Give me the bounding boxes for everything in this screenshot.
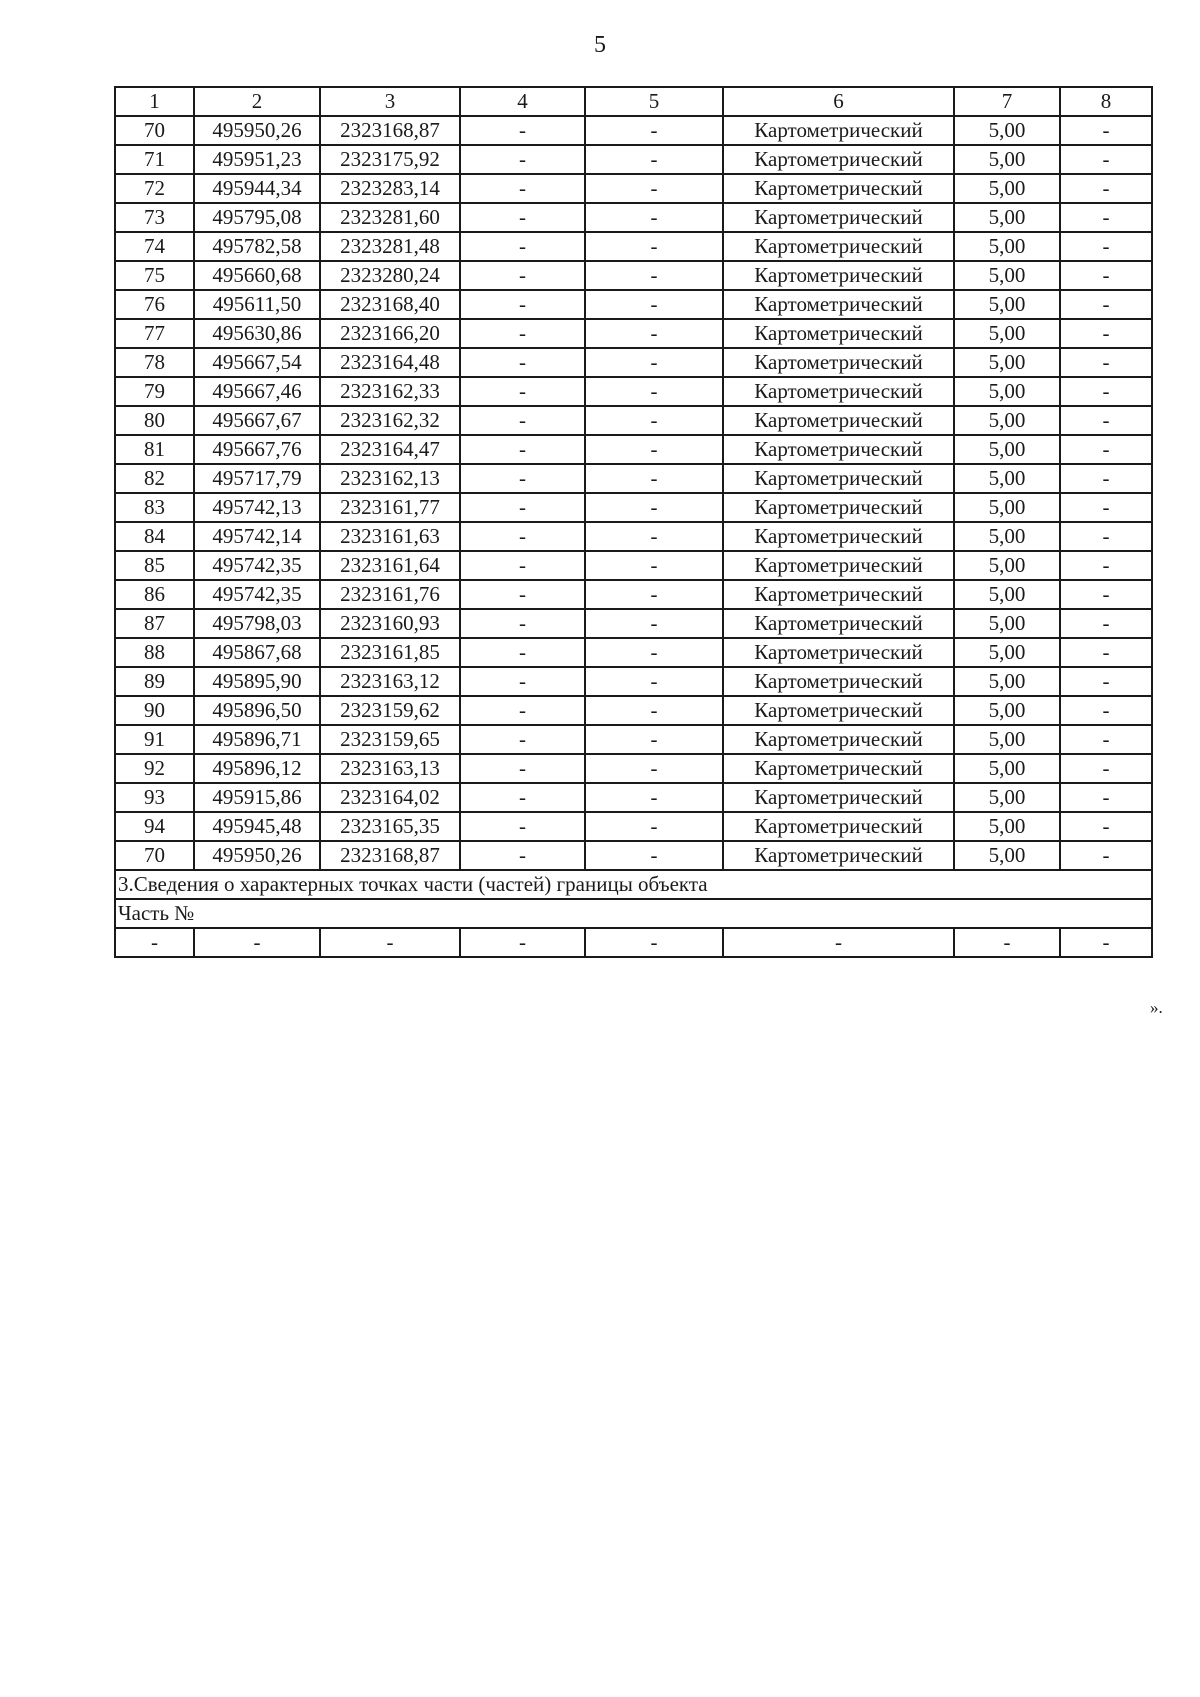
- accuracy-cell: 5,00: [954, 377, 1060, 406]
- col-8-cell: -: [1060, 406, 1152, 435]
- method-cell: Картометрический: [723, 406, 954, 435]
- x-coordinate-cell: 495895,90: [194, 667, 320, 696]
- col-4-cell: -: [460, 725, 585, 754]
- col-4-cell: -: [460, 493, 585, 522]
- accuracy-cell: 5,00: [954, 145, 1060, 174]
- col-4-cell: -: [460, 174, 585, 203]
- col-4-cell: -: [460, 232, 585, 261]
- col-5-cell: -: [585, 377, 723, 406]
- col-5-cell: -: [585, 493, 723, 522]
- x-coordinate-cell: 495742,35: [194, 580, 320, 609]
- x-coordinate-cell: 495742,13: [194, 493, 320, 522]
- col-8-cell: -: [1060, 319, 1152, 348]
- table-row: [115, 522, 1152, 551]
- method-cell: Картометрический: [723, 609, 954, 638]
- point-number-cell: 72: [115, 174, 194, 203]
- header-cell-7: 7: [954, 87, 1060, 116]
- table-row: [115, 232, 1152, 261]
- point-number-cell: 74: [115, 232, 194, 261]
- col-4-cell: -: [460, 609, 585, 638]
- method-cell: Картометрический: [723, 783, 954, 812]
- accuracy-cell: 5,00: [954, 116, 1060, 145]
- x-coordinate-cell: 495667,67: [194, 406, 320, 435]
- x-coordinate-cell: 495944,34: [194, 174, 320, 203]
- col-5-cell: -: [585, 116, 723, 145]
- part-label: Часть №: [115, 899, 1152, 928]
- method-cell: Картометрический: [723, 551, 954, 580]
- method-cell: Картометрический: [723, 174, 954, 203]
- col-8-cell: -: [1060, 174, 1152, 203]
- table-row: [115, 551, 1152, 580]
- col-8-cell: -: [1060, 783, 1152, 812]
- point-number-cell: 90: [115, 696, 194, 725]
- table-row: [115, 145, 1152, 174]
- y-coordinate-cell: 2323160,93: [320, 609, 460, 638]
- col-5-cell: -: [585, 551, 723, 580]
- col-4-cell: -: [460, 580, 585, 609]
- method-cell: Картометрический: [723, 464, 954, 493]
- col-5-cell: -: [585, 348, 723, 377]
- col-4-cell: -: [460, 551, 585, 580]
- section-title: 3.Сведения о характерных точках части (частей) границы объекта: [115, 870, 1152, 899]
- y-coordinate-cell: 2323168,87: [320, 841, 460, 870]
- method-cell: Картометрический: [723, 812, 954, 841]
- accuracy-cell: 5,00: [954, 232, 1060, 261]
- empty-cell: -: [115, 928, 194, 957]
- point-number-cell: 77: [115, 319, 194, 348]
- table-row: [115, 638, 1152, 667]
- empty-cell: -: [460, 928, 585, 957]
- col-8-cell: -: [1060, 667, 1152, 696]
- col-5-cell: -: [585, 667, 723, 696]
- table-body: [115, 87, 1152, 957]
- col-5-cell: -: [585, 754, 723, 783]
- table-row: [115, 783, 1152, 812]
- point-number-cell: 83: [115, 493, 194, 522]
- accuracy-cell: 5,00: [954, 551, 1060, 580]
- col-4-cell: -: [460, 667, 585, 696]
- col-5-cell: -: [585, 812, 723, 841]
- y-coordinate-cell: 2323164,48: [320, 348, 460, 377]
- col-5-cell: -: [585, 435, 723, 464]
- accuracy-cell: 5,00: [954, 754, 1060, 783]
- point-number-cell: 87: [115, 609, 194, 638]
- empty-cell: -: [723, 928, 954, 957]
- point-number-cell: 76: [115, 290, 194, 319]
- col-5-cell: -: [585, 232, 723, 261]
- point-number-cell: 89: [115, 667, 194, 696]
- x-coordinate-cell: 495611,50: [194, 290, 320, 319]
- point-number-cell: 82: [115, 464, 194, 493]
- y-coordinate-cell: 2323164,47: [320, 435, 460, 464]
- method-cell: Картометрический: [723, 493, 954, 522]
- method-cell: Картометрический: [723, 348, 954, 377]
- accuracy-cell: 5,00: [954, 348, 1060, 377]
- method-cell: Картометрический: [723, 319, 954, 348]
- header-cell-6: 6: [723, 87, 954, 116]
- table-row: [115, 406, 1152, 435]
- header-cell-3: 3: [320, 87, 460, 116]
- x-coordinate-cell: 495667,46: [194, 377, 320, 406]
- point-number-cell: 79: [115, 377, 194, 406]
- col-4-cell: -: [460, 406, 585, 435]
- col-8-cell: -: [1060, 812, 1152, 841]
- accuracy-cell: 5,00: [954, 464, 1060, 493]
- y-coordinate-cell: 2323165,35: [320, 812, 460, 841]
- method-cell: Картометрический: [723, 638, 954, 667]
- col-4-cell: -: [460, 261, 585, 290]
- empty-cell: -: [585, 928, 723, 957]
- table-row: [115, 754, 1152, 783]
- y-coordinate-cell: 2323164,02: [320, 783, 460, 812]
- empty-cell: -: [320, 928, 460, 957]
- method-cell: Картометрический: [723, 696, 954, 725]
- table-row: [115, 290, 1152, 319]
- accuracy-cell: 5,00: [954, 783, 1060, 812]
- accuracy-cell: 5,00: [954, 841, 1060, 870]
- table-row: [115, 319, 1152, 348]
- col-4-cell: -: [460, 812, 585, 841]
- x-coordinate-cell: 495896,71: [194, 725, 320, 754]
- accuracy-cell: 5,00: [954, 203, 1060, 232]
- point-number-cell: 91: [115, 725, 194, 754]
- accuracy-cell: 5,00: [954, 580, 1060, 609]
- point-number-cell: 78: [115, 348, 194, 377]
- method-cell: Картометрический: [723, 145, 954, 174]
- point-number-cell: 86: [115, 580, 194, 609]
- col-8-cell: -: [1060, 145, 1152, 174]
- y-coordinate-cell: 2323161,85: [320, 638, 460, 667]
- method-cell: Картометрический: [723, 232, 954, 261]
- y-coordinate-cell: 2323159,62: [320, 696, 460, 725]
- x-coordinate-cell: 495951,23: [194, 145, 320, 174]
- col-8-cell: -: [1060, 725, 1152, 754]
- method-cell: Картометрический: [723, 377, 954, 406]
- table-row: [115, 348, 1152, 377]
- x-coordinate-cell: 495742,14: [194, 522, 320, 551]
- method-cell: Картометрический: [723, 522, 954, 551]
- col-5-cell: -: [585, 638, 723, 667]
- col-5-cell: -: [585, 841, 723, 870]
- header-cell-2: 2: [194, 87, 320, 116]
- x-coordinate-cell: 495742,35: [194, 551, 320, 580]
- y-coordinate-cell: 2323280,24: [320, 261, 460, 290]
- table-row: [115, 174, 1152, 203]
- table-row: [115, 464, 1152, 493]
- point-number-cell: 70: [115, 841, 194, 870]
- x-coordinate-cell: 495950,26: [194, 841, 320, 870]
- col-4-cell: -: [460, 696, 585, 725]
- y-coordinate-cell: 2323175,92: [320, 145, 460, 174]
- col-8-cell: -: [1060, 522, 1152, 551]
- part-label-row: [115, 899, 1152, 928]
- col-4-cell: -: [460, 145, 585, 174]
- method-cell: Картометрический: [723, 290, 954, 319]
- col-4-cell: -: [460, 290, 585, 319]
- y-coordinate-cell: 2323168,87: [320, 116, 460, 145]
- x-coordinate-cell: 495667,76: [194, 435, 320, 464]
- method-cell: Картометрический: [723, 203, 954, 232]
- y-coordinate-cell: 2323162,32: [320, 406, 460, 435]
- x-coordinate-cell: 495795,08: [194, 203, 320, 232]
- table-row: [115, 841, 1152, 870]
- col-8-cell: -: [1060, 580, 1152, 609]
- table-row: [115, 609, 1152, 638]
- y-coordinate-cell: 2323283,14: [320, 174, 460, 203]
- col-8-cell: -: [1060, 696, 1152, 725]
- col-5-cell: -: [585, 522, 723, 551]
- x-coordinate-cell: 495950,26: [194, 116, 320, 145]
- col-5-cell: -: [585, 725, 723, 754]
- table-row: [115, 435, 1152, 464]
- point-number-cell: 93: [115, 783, 194, 812]
- point-number-cell: 80: [115, 406, 194, 435]
- point-number-cell: 88: [115, 638, 194, 667]
- x-coordinate-cell: 495798,03: [194, 609, 320, 638]
- col-4-cell: -: [460, 754, 585, 783]
- accuracy-cell: 5,00: [954, 319, 1060, 348]
- accuracy-cell: 5,00: [954, 493, 1060, 522]
- col-5-cell: -: [585, 290, 723, 319]
- table-row: [115, 116, 1152, 145]
- y-coordinate-cell: 2323281,60: [320, 203, 460, 232]
- col-8-cell: -: [1060, 841, 1152, 870]
- y-coordinate-cell: 2323163,13: [320, 754, 460, 783]
- col-8-cell: -: [1060, 261, 1152, 290]
- accuracy-cell: 5,00: [954, 435, 1060, 464]
- col-8-cell: -: [1060, 638, 1152, 667]
- col-5-cell: -: [585, 174, 723, 203]
- col-8-cell: -: [1060, 203, 1152, 232]
- col-4-cell: -: [460, 638, 585, 667]
- point-number-cell: 71: [115, 145, 194, 174]
- method-cell: Картометрический: [723, 754, 954, 783]
- table-row: [115, 725, 1152, 754]
- col-5-cell: -: [585, 203, 723, 232]
- col-8-cell: -: [1060, 493, 1152, 522]
- empty-cell: -: [954, 928, 1060, 957]
- x-coordinate-cell: 495667,54: [194, 348, 320, 377]
- col-5-cell: -: [585, 580, 723, 609]
- method-cell: Картометрический: [723, 116, 954, 145]
- x-coordinate-cell: 495660,68: [194, 261, 320, 290]
- col-4-cell: -: [460, 464, 585, 493]
- y-coordinate-cell: 2323168,40: [320, 290, 460, 319]
- col-5-cell: -: [585, 406, 723, 435]
- table-row: [115, 667, 1152, 696]
- header-cell-8: 8: [1060, 87, 1152, 116]
- y-coordinate-cell: 2323166,20: [320, 319, 460, 348]
- col-5-cell: -: [585, 609, 723, 638]
- table-header-row: [115, 87, 1152, 116]
- method-cell: Картометрический: [723, 667, 954, 696]
- col-8-cell: -: [1060, 435, 1152, 464]
- point-number-cell: 92: [115, 754, 194, 783]
- method-cell: Картометрический: [723, 841, 954, 870]
- point-number-cell: 84: [115, 522, 194, 551]
- method-cell: Картометрический: [723, 261, 954, 290]
- method-cell: Картометрический: [723, 725, 954, 754]
- x-coordinate-cell: 495915,86: [194, 783, 320, 812]
- col-4-cell: -: [460, 435, 585, 464]
- point-number-cell: 73: [115, 203, 194, 232]
- col-4-cell: -: [460, 348, 585, 377]
- point-number-cell: 70: [115, 116, 194, 145]
- accuracy-cell: 5,00: [954, 522, 1060, 551]
- col-4-cell: -: [460, 116, 585, 145]
- table-row: [115, 203, 1152, 232]
- empty-cell: -: [1060, 928, 1152, 957]
- closing-quote-mark: ».: [1150, 998, 1163, 1017]
- x-coordinate-cell: 495896,12: [194, 754, 320, 783]
- y-coordinate-cell: 2323281,48: [320, 232, 460, 261]
- accuracy-cell: 5,00: [954, 261, 1060, 290]
- table-row: [115, 696, 1152, 725]
- x-coordinate-cell: 495717,79: [194, 464, 320, 493]
- y-coordinate-cell: 2323162,13: [320, 464, 460, 493]
- accuracy-cell: 5,00: [954, 174, 1060, 203]
- table-row: [115, 812, 1152, 841]
- header-cell-5: 5: [585, 87, 723, 116]
- x-coordinate-cell: 495867,68: [194, 638, 320, 667]
- col-4-cell: -: [460, 783, 585, 812]
- table-row: [115, 580, 1152, 609]
- col-8-cell: -: [1060, 609, 1152, 638]
- col-5-cell: -: [585, 145, 723, 174]
- x-coordinate-cell: 495945,48: [194, 812, 320, 841]
- col-5-cell: -: [585, 261, 723, 290]
- col-4-cell: -: [460, 319, 585, 348]
- col-8-cell: -: [1060, 551, 1152, 580]
- x-coordinate-cell: 495630,86: [194, 319, 320, 348]
- col-5-cell: -: [585, 783, 723, 812]
- header-cell-1: 1: [115, 87, 194, 116]
- col-4-cell: -: [460, 203, 585, 232]
- table-row: [115, 493, 1152, 522]
- accuracy-cell: 5,00: [954, 406, 1060, 435]
- y-coordinate-cell: 2323159,65: [320, 725, 460, 754]
- col-5-cell: -: [585, 696, 723, 725]
- accuracy-cell: 5,00: [954, 696, 1060, 725]
- table-row: [115, 261, 1152, 290]
- col-8-cell: -: [1060, 464, 1152, 493]
- col-8-cell: -: [1060, 754, 1152, 783]
- accuracy-cell: 5,00: [954, 290, 1060, 319]
- point-number-cell: 75: [115, 261, 194, 290]
- col-8-cell: -: [1060, 377, 1152, 406]
- page-number: 5: [594, 32, 606, 58]
- section-title-row: [115, 870, 1152, 899]
- col-5-cell: -: [585, 464, 723, 493]
- point-number-cell: 81: [115, 435, 194, 464]
- accuracy-cell: 5,00: [954, 609, 1060, 638]
- method-cell: Картометрический: [723, 435, 954, 464]
- col-4-cell: -: [460, 377, 585, 406]
- y-coordinate-cell: 2323161,76: [320, 580, 460, 609]
- point-number-cell: 85: [115, 551, 194, 580]
- x-coordinate-cell: 495782,58: [194, 232, 320, 261]
- accuracy-cell: 5,00: [954, 638, 1060, 667]
- col-4-cell: -: [460, 522, 585, 551]
- y-coordinate-cell: 2323162,33: [320, 377, 460, 406]
- y-coordinate-cell: 2323161,77: [320, 493, 460, 522]
- empty-cell: -: [194, 928, 320, 957]
- accuracy-cell: 5,00: [954, 812, 1060, 841]
- accuracy-cell: 5,00: [954, 667, 1060, 696]
- x-coordinate-cell: 495896,50: [194, 696, 320, 725]
- boundary-points-table: [114, 86, 1153, 958]
- col-8-cell: -: [1060, 290, 1152, 319]
- table-row: [115, 377, 1152, 406]
- y-coordinate-cell: 2323161,64: [320, 551, 460, 580]
- table-row: [115, 928, 1152, 957]
- method-cell: Картометрический: [723, 580, 954, 609]
- accuracy-cell: 5,00: [954, 725, 1060, 754]
- col-8-cell: -: [1060, 232, 1152, 261]
- y-coordinate-cell: 2323161,63: [320, 522, 460, 551]
- col-8-cell: -: [1060, 116, 1152, 145]
- col-8-cell: -: [1060, 348, 1152, 377]
- col-5-cell: -: [585, 319, 723, 348]
- point-number-cell: 94: [115, 812, 194, 841]
- y-coordinate-cell: 2323163,12: [320, 667, 460, 696]
- header-cell-4: 4: [460, 87, 585, 116]
- col-4-cell: -: [460, 841, 585, 870]
